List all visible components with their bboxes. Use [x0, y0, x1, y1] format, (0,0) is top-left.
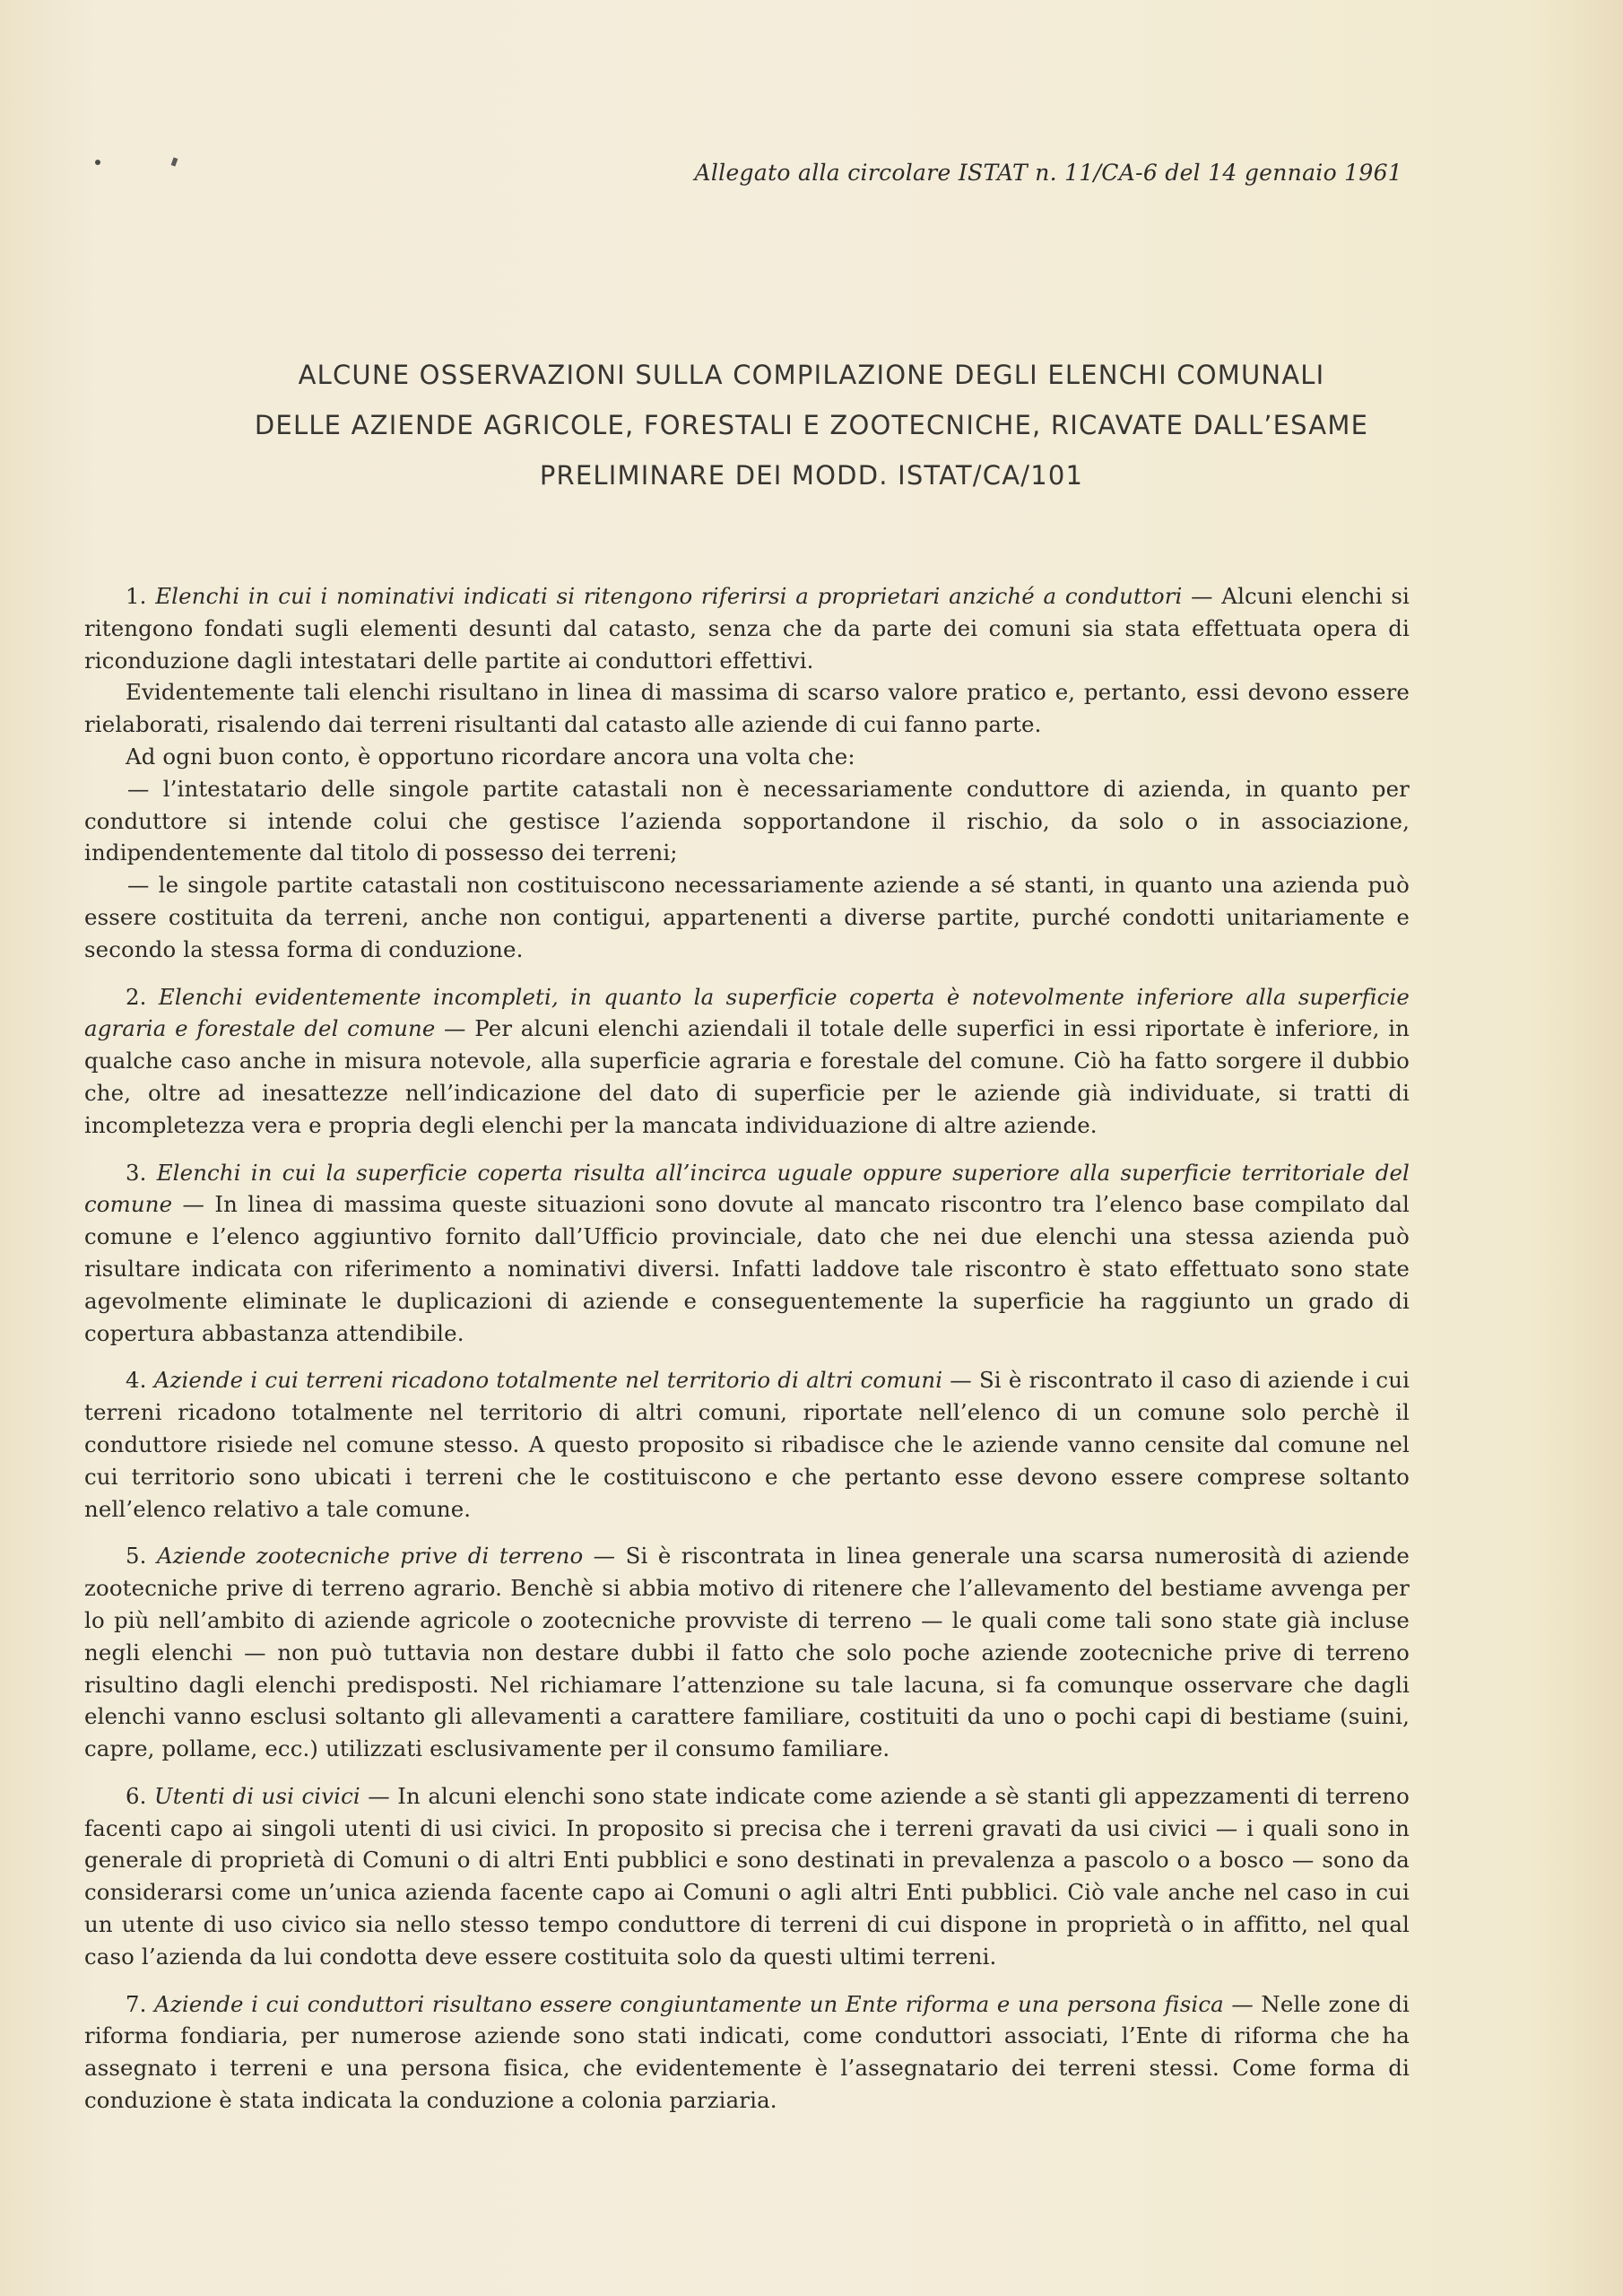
section-number: 7. [126, 1990, 147, 2017]
document-body [84, 580, 1410, 2117]
section-heading: Utenti di usi civici — [154, 1782, 390, 1809]
section-text: In linea di massima queste situazioni sono dovute al mancato riscontro tra l’elenco base compilato dal comune e l’elenco aggiuntivo fornito dall’Ufficio provinciale, dato che nei due elenchi una stessa azienda può risultare indicata con riferimento a nominativi diversi. Infatti laddove tale riscontro è stato effettuato sono state agevolmente eliminate le duplicazioni di aziende e conseguentemente la superficie ha raggiunto un grado di copertura abbastanza attendibile. [84, 1191, 1410, 1346]
section-text: Si è riscontrata in linea generale una scarsa numerosità di aziende zootecniche prive di terreno agrario. Benchè si abbia motivo di ritenere che l’allevamento del bestiame avvenga per lo più nell’ambito di aziende agricole o zootecniche provviste di terreno — le quali come tali sono state già incluse negli elenchi — non può tuttavia non destare dubbi il fatto che solo poche aziende zootecniche prive di terreno risultino dagli elenchi predisposti. Nel richiamare l’attenzione su tale lacuna, si fa comunque osservare che dagli elenchi vanno esclusi soltanto gli allevamenti a carattere familiare, costituiti da uno o pochi capi di bestiame (suini, capre, pollame, ecc.) utilizzati esclusivamente per il consumo familiare. [84, 1543, 1410, 1762]
section-text: Per alcuni elenchi aziendali il totale delle superfici in essi riportate è inferiore, in qualche caso anche in misura notevole, alla superficie agraria e forestale del comune. Ciò ha fatto sorgere il dubbio che, oltre ad inesattezze nell’indicazione del dato di superficie per le aziende già individuate, si tratti di incompletezza vera e propria degli elenchi per la mancata individuazione di altre aziende. [84, 1015, 1410, 1138]
document-title [126, 350, 1497, 500]
title-line-3: PRELIMINARE DEI MODD. ISTAT/CA/101 [539, 460, 1084, 491]
section-heading: Aziende i cui conduttori risultano essere congiuntamente un Ente riforma e una persona fisica — [154, 1990, 1254, 2017]
section-heading: Aziende i cui terreni ricadono totalmente nel territorio di altri comuni — [153, 1367, 972, 1394]
section-3 [84, 1157, 1410, 1350]
section-text: In alcuni elenchi sono state indicate come aziende a sè stanti gli appezzamenti di terreno facenti capo ai singoli utenti di usi civici. In proposito si precisa che i terreni gravati da usi civici — i quali sono in generale di proprietà di Comuni o di altri Enti pubblici e sono destinati in prevalenza a pascolo o a bosco — sono da considerarsi come un’unica azienda facente capo ai Comuni o agli altri Enti pubblici. Ciò vale anche nel caso in cui un utente di uso civico sia nello stesso tempo conduttore di terreni di cui dispone in proprietà o in affitto, nel qual caso l’azienda da lui condotta deve essere costituita solo da questi ultimi terreni. [84, 1782, 1410, 1970]
section-heading: Elenchi evidentemente incompleti, in quanto la superficie coperta è notevolmente inferiore alla superficie agraria e forestale del comune — [84, 983, 1410, 1042]
section-text: Si è riscontrato il caso di aziende i cui terreni ricadono totalmente nel territorio di altri comuni, riportate nell’elenco di un comune solo perchè il conduttore risiede nel comune stesso. A questo proposito si ribadisce che le aziende vanno censite dal comune nel cui territorio sono ubicati i terreni che le costituiscono e che pertanto esse devono essere comprese soltanto nell’elenco relativo a tale comune. [84, 1367, 1410, 1522]
section-number: 2. [126, 983, 147, 1010]
section-6 [84, 1780, 1410, 1973]
dash-item: — l’intestatario delle singole partite catastali non è necessariamente conduttore di azienda, in quanto per conduttore si intende colui che gestisce l’azienda sopportandone il rischio, da solo o in associazione, indipendentemente dal titolo di possesso dei terreni; [84, 775, 1410, 866]
section-heading: Elenchi in cui la superficie coperta risulta all’incirca uguale oppure superiore alla superficie territoriale del comune — [84, 1159, 1410, 1218]
section-number: 1. [126, 583, 147, 609]
paragraph: Evidentemente tali elenchi risultano in linea di massima di scarso valore pratico e, pertanto, essi devono essere rielaborati, risalendo dai terreni risultanti dal catasto alle aziende di cui fanno parte. [84, 679, 1410, 738]
section-heading: Aziende zootecniche prive di terreno — [156, 1543, 616, 1570]
section-5 [84, 1540, 1410, 1765]
dash-item: — le singole partite catastali non costituiscono necessariamente aziende a sé stanti, in quanto una azienda può essere costituita da terreni, anche non contigui, appartenenti a diverse partite, purché condotti unitariamente e secondo la stessa forma di conduzione. [84, 872, 1410, 962]
section-2 [84, 981, 1410, 1142]
section-text: Alcuni elenchi si ritengono fondati sugli elementi desunti dal catasto, senza che da parte dei comuni sia stata effettuata opera di riconduzione dagli intestatari delle partite ai conduttori effettivi. [84, 583, 1410, 674]
section-number: 6. [126, 1782, 147, 1809]
section-heading: Elenchi in cui i nominativi indicati si ritengono riferirsi a proprietari anziché a conduttori — [155, 583, 1213, 609]
title-line-1: ALCUNE OSSERVAZIONI SULLA COMPILAZIONE DEGLI ELENCHI COMUNALI [298, 360, 1325, 390]
section-number: 5. [126, 1543, 147, 1570]
section-1 [84, 580, 1410, 676]
section-7 [84, 1988, 1410, 2117]
ink-mark [95, 160, 100, 165]
section-number: 3. [126, 1159, 147, 1186]
section-4 [84, 1364, 1410, 1525]
title-line-2: DELLE AZIENDE AGRICOLE, FORESTALI E ZOOTECNICHE, RICAVATE DALL’ESAME [254, 410, 1369, 440]
attachment-note: Allegato alla circolare ISTAT n. 11/CA-6 del 14 gennaio 1961 [694, 160, 1402, 186]
paragraph: Ad ogni buon conto, è opportuno ricordare ancora una volta che: [126, 743, 855, 770]
ink-mark [171, 157, 178, 166]
section-text: Nelle zone di riforma fondiaria, per numerose aziende sono stati indicati, come conduttori associati, l’Ente di riforma che ha assegnato i terreni e una persona fisica, che evidentemente è l’assegnatario dei terreni stessi. Come forma di conduzione è stata indicata la conduzione a colonia parziaria. [84, 1990, 1410, 2114]
section-number: 4. [126, 1367, 147, 1394]
